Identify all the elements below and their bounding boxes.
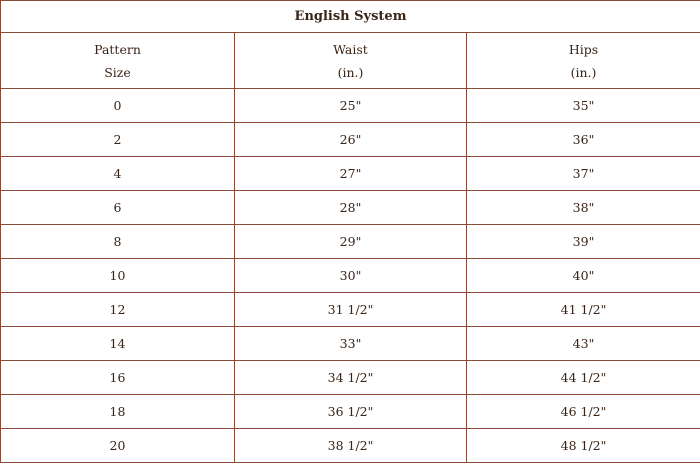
pattern-size-cell: 18 (1, 395, 235, 429)
waist-cell: 36 1/2" (235, 395, 467, 429)
waist-cell: 29" (235, 225, 467, 259)
header-hips-line2: (in.) (570, 64, 597, 80)
table-row (1, 157, 700, 191)
hips-cell: 40" (467, 259, 700, 293)
table-row (1, 361, 700, 395)
hips-cell: 37" (467, 157, 700, 191)
header-hips (467, 33, 700, 89)
table-row (1, 259, 700, 293)
table-row (1, 327, 700, 361)
pattern-size-cell: 12 (1, 293, 235, 327)
table-row (1, 89, 700, 123)
table-row (1, 191, 700, 225)
hips-cell: 41 1/2" (467, 293, 700, 327)
waist-cell: 30" (235, 259, 467, 293)
table-row (1, 123, 700, 157)
table-title: English System (1, 1, 700, 33)
header-pattern-size (1, 33, 235, 89)
header-waist-line1: Waist (333, 41, 368, 57)
waist-cell: 28" (235, 191, 467, 225)
pattern-size-cell: 14 (1, 327, 235, 361)
hips-cell: 39" (467, 225, 700, 259)
column-header-row (1, 33, 700, 89)
pattern-size-cell: 0 (1, 89, 235, 123)
table-row (1, 293, 700, 327)
hips-cell: 36" (467, 123, 700, 157)
waist-cell: 33" (235, 327, 467, 361)
hips-cell: 35" (467, 89, 700, 123)
waist-cell: 25" (235, 89, 467, 123)
waist-cell: 34 1/2" (235, 361, 467, 395)
table-row (1, 429, 700, 463)
hips-cell: 48 1/2" (467, 429, 700, 463)
header-pattern-size-line2: Size (104, 64, 131, 80)
waist-cell: 31 1/2" (235, 293, 467, 327)
table-row (1, 225, 700, 259)
pattern-size-cell: 20 (1, 429, 235, 463)
hips-cell: 38" (467, 191, 700, 225)
hips-cell: 43" (467, 327, 700, 361)
header-waist-line2: (in.) (337, 64, 364, 80)
table-row (1, 395, 700, 429)
pattern-size-cell: 10 (1, 259, 235, 293)
waist-cell: 26" (235, 123, 467, 157)
hips-cell: 46 1/2" (467, 395, 700, 429)
waist-cell: 27" (235, 157, 467, 191)
pattern-size-cell: 16 (1, 361, 235, 395)
header-waist (235, 33, 467, 89)
hips-cell: 44 1/2" (467, 361, 700, 395)
pattern-size-cell: 6 (1, 191, 235, 225)
table-title-row (1, 1, 700, 33)
header-pattern-size-line1: Pattern (94, 41, 141, 57)
pattern-size-cell: 2 (1, 123, 235, 157)
header-hips-line1: Hips (568, 41, 599, 57)
waist-cell: 38 1/2" (235, 429, 467, 463)
pattern-size-cell: 4 (1, 157, 235, 191)
pattern-size-cell: 8 (1, 225, 235, 259)
